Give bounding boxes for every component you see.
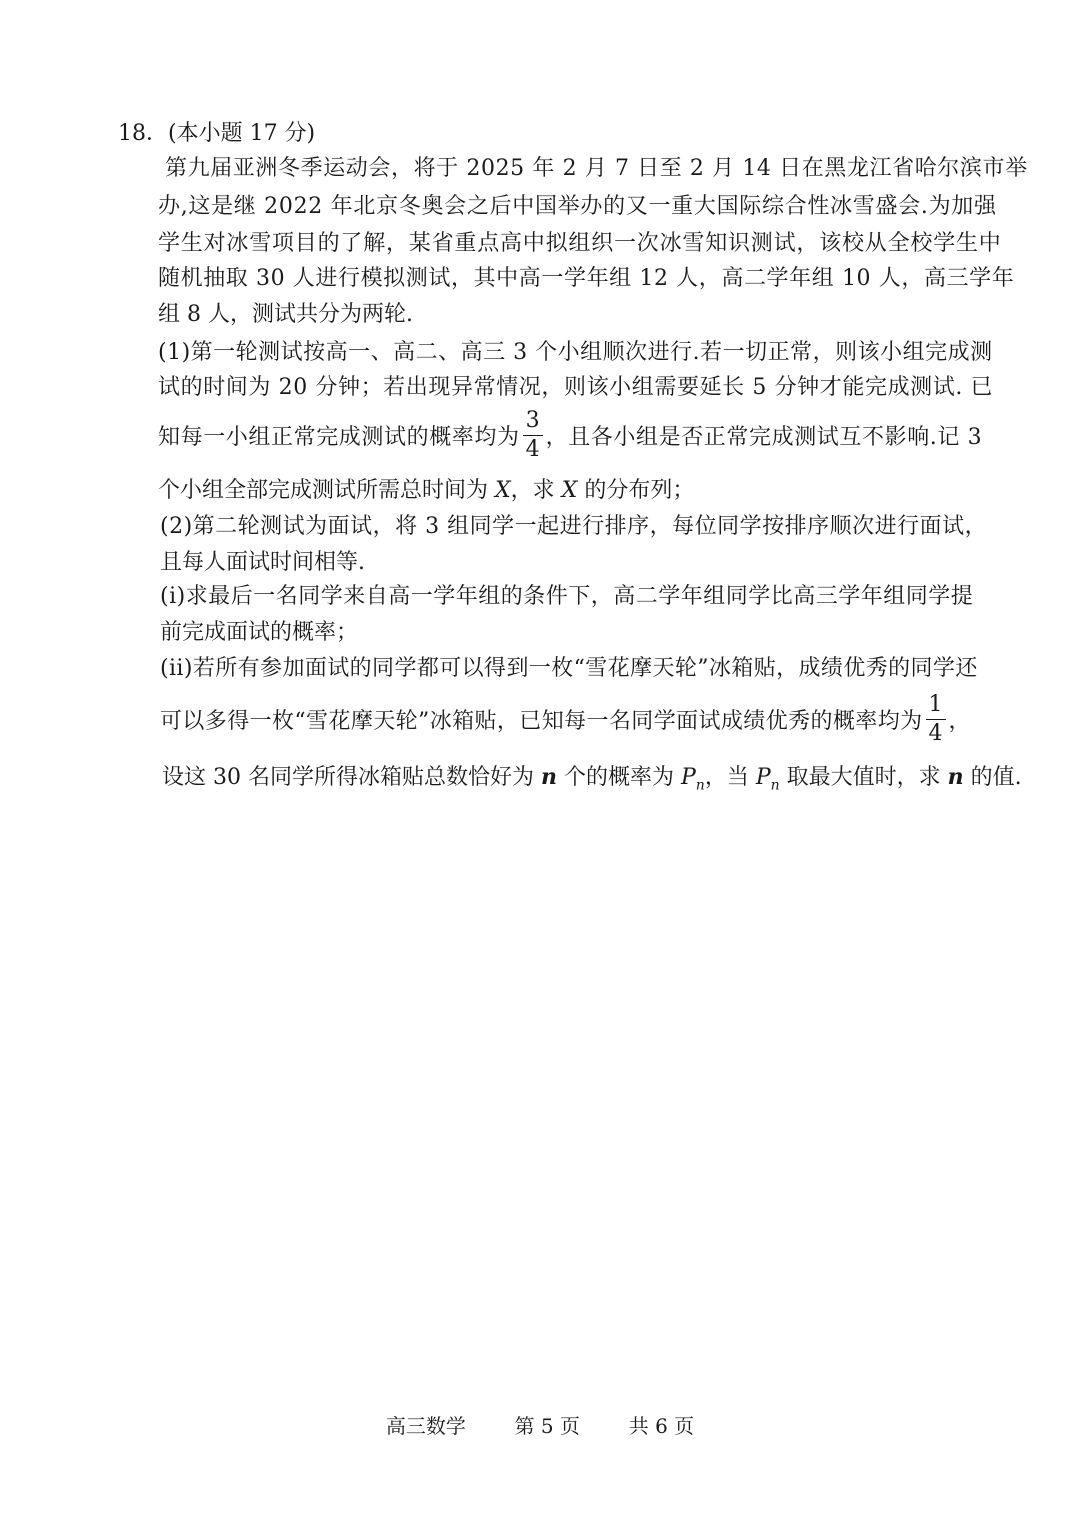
subscript-n: n — [695, 777, 705, 794]
variable-n: n — [540, 764, 557, 790]
part2-sub2-line-3 — [162, 762, 1022, 800]
page-footer — [0, 1410, 1080, 1439]
part1-line-1: (1)第一轮测试按高一、高二、高三 3 个小组顺次进行.若一切正常，则该小组完成测 — [158, 340, 993, 365]
part2-sub2-line-3-a: 设这 30 名同学所得冰箱贴总数恰好为 — [162, 765, 541, 790]
intro-line-5: 组 8 人，测试共分为两轮. — [158, 302, 413, 327]
intro-line-1: 第九届亚洲冬季运动会，将于 2025 年 2 月 7 日至 2 月 14 日在黑龙江省哈尔滨市举 — [165, 156, 1028, 181]
part2-sub2-line-2-text-after: ， — [948, 709, 971, 734]
part2-sub2-line-2-text-before: 可以多得一枚“雪花摩天轮”冰箱贴，已知每一名同学面试成绩优秀的概率均为 — [160, 709, 923, 734]
part2-sub2-line-3-d: 取最大值时，求 — [779, 765, 948, 790]
part1-line-3-text-before: 知每一小组正常完成测试的概率均为 — [158, 425, 520, 450]
question-header: 18．(本小题 17 分) — [118, 121, 316, 146]
part2-sub2-line-3-c: ，当 — [704, 765, 756, 790]
part1-line-4-b: ，求 — [510, 478, 562, 503]
part1-line-4-c: 的分布列； — [577, 478, 695, 503]
part1-line-4 — [158, 476, 694, 506]
fraction-three-quarters — [523, 408, 543, 463]
intro-line-3: 学生对冰雪项目的了解，某省重点高中拟组织一次冰雪知识测试，该校从全校学生中 — [158, 231, 1002, 256]
part2-sub2-line-3-e: 的值. — [963, 765, 1022, 790]
subscript-n: n — [770, 777, 780, 794]
part2-sub2-line-3-b: 个的概率为 — [556, 765, 681, 790]
fraction-one-quarter — [926, 692, 946, 747]
footer-subject: 高三数学 — [385, 1414, 466, 1438]
part2-sub1-line-1: (i)求最后一名同学来自高一学年组的条件下，高二学年组同学比高三学年组同学提 — [160, 584, 974, 609]
variable-X: X — [495, 478, 511, 503]
part1-line-2: 试的时间为 20 分钟；若出现异常情况，则该小组需要延长 5 分钟才能完成测试. 已 — [158, 375, 994, 400]
part2-line-1: (2)第二轮测试为面试，将 3 组同学一起进行排序，每位同学按排序顺次进行面试， — [160, 514, 988, 539]
part2-sub2-line-2 — [160, 692, 971, 747]
fraction-denominator: 4 — [928, 721, 943, 746]
intro-line-4: 随机抽取 30 人进行模拟测试，其中高一学年组 12 人，高二学年组 10 人，高三学年 — [158, 266, 1015, 291]
intro-line-2: 办,这是继 2022 年北京冬奥会之后中国举办的又一重大国际综合性冰雪盛会.为加强 — [158, 194, 997, 219]
part2-line-2: 且每人面试时间相等. — [160, 550, 365, 575]
variable-X: X — [561, 478, 578, 503]
fraction-numerator: 1 — [926, 692, 946, 720]
footer-page-number: 第 5 页 — [514, 1414, 580, 1438]
part1-line-3-text-after: ，且各小组是否正常完成测试互不影响.记 3 — [545, 425, 983, 450]
footer-total-pages: 共 6 页 — [628, 1414, 695, 1438]
variable-P: P — [680, 765, 696, 790]
fraction-denominator: 4 — [525, 437, 540, 462]
variable-n: n — [947, 764, 964, 790]
part2-sub2-line-1: (ii)若所有参加面试的同学都可以得到一枚“雪花摩天轮”冰箱贴，成绩优秀的同学还 — [160, 656, 978, 681]
variable-P: P — [755, 765, 771, 790]
part1-line-4-a: 个小组全部完成测试所需总时间为 — [158, 478, 495, 503]
part2-sub1-line-2: 前完成面试的概率； — [160, 620, 359, 645]
part1-line-3 — [158, 408, 982, 463]
fraction-numerator: 3 — [523, 408, 543, 436]
